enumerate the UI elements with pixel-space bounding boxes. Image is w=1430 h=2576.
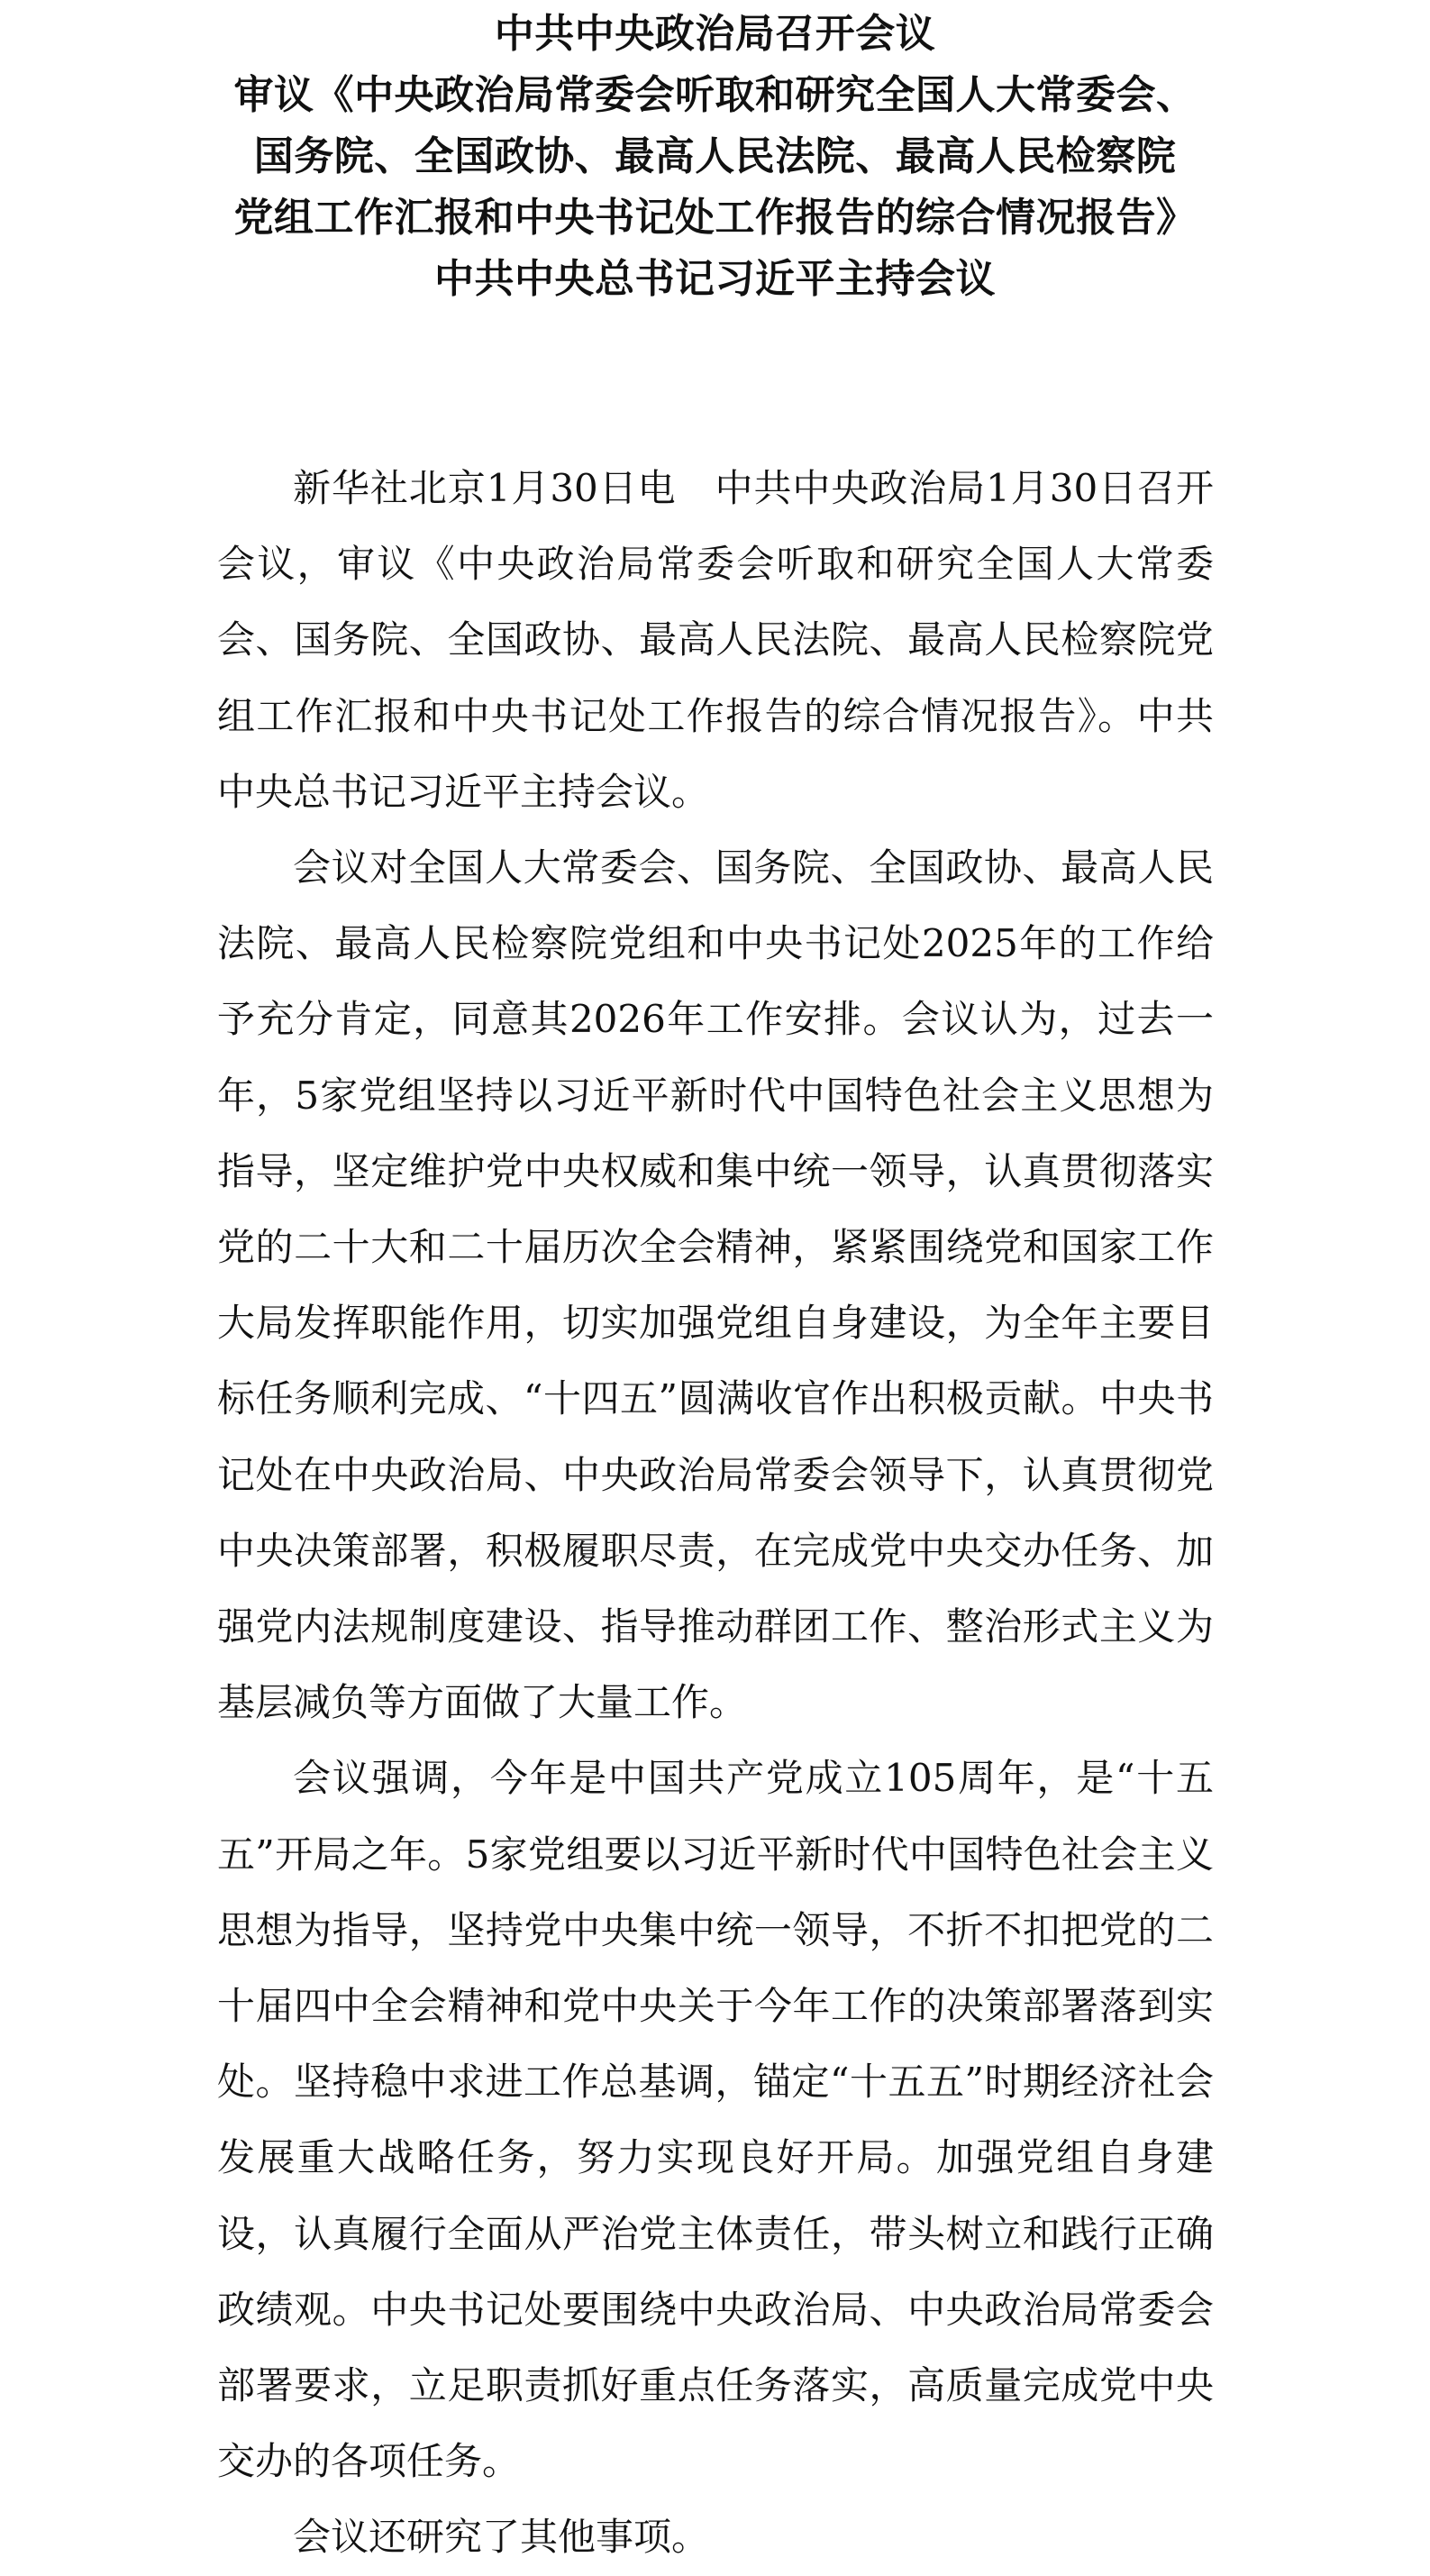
article-paragraph-2: 会议对全国人大常委会、国务院、全国政协、最高人民法院、最高人民检察院党组和中央书记处2025年的工作给予充分肯定，同意其2026年工作安排。会议认为，过去一年，5家党组坚持以习近平新时代中国特色社会主义思想为指导，坚定维护党中央权威和集中统一领导，认真贯彻落实党的二十大和二十届历次全会精神，紧紧围绕党和国家工作大局发挥职能作用，切实加强党组自身建设，为全年主要目标任务顺利完成、“十四五”圆满收官作出积极贡献。中央书记处在中央政治局、中央政治局常委会领导下，认真贯彻党中央决策部署，积极履职尽责，在完成党中央交办任务、加强党内法规制度建设、指导推动群团工作、整治形式主义为基层减负等方面做了大量工作。 — [217, 845, 1214, 1725]
article-paragraph-4: 会议还研究了其他事项。 — [293, 2515, 710, 2560]
headline-line-4: 党组工作汇报和中央书记处工作报告的综合情况报告》 — [233, 195, 1197, 241]
headline-line-3: 国务院、全国政协、最高人民法院、最高人民检察院 — [253, 133, 1177, 179]
headline-line-5: 中共中央总书记习近平主持会议 — [434, 256, 996, 302]
headline-line-2: 审议《中央政治局常委会听取和研究全国人大常委会、 — [233, 72, 1197, 118]
article-paragraph-3: 会议强调，今年是中国共产党成立105周年，是“十五五”开局之年。5家党组要以习近平新时代中国特色社会主义思想为指导，坚持党中央集中统一领导，不折不扣把党的二十届四中全会精神和党中央关于今年工作的决策部署落到实处。坚持稳中求进工作总基调，锚定“十五五”时期经济社会发展重大战略任务，努力实现良好开局。加强党组自身建设，认真履行全面从严治党主体责任，带头树立和践行正确政绩观。中央书记处要围绕中央政治局、中央政治局常委会部署要求，立足职责抓好重点任务落实，高质量完成党中央交办的各项任务。 — [217, 1756, 1214, 2484]
article-body — [217, 451, 1214, 2576]
headline-line-1: 中共中央政治局召开会议 — [494, 11, 936, 57]
article-paragraph-1: 新华社北京1月30日电 中共中央政治局1月30日召开会议，审议《中央政治局常委会听取和研究全国人大常委会、国务院、全国政协、最高人民法院、最高人民检察院党组工作汇报和中央书记处工作报告的综合情况报告》。中共中央总书记习近平主持会议。 — [217, 466, 1214, 814]
